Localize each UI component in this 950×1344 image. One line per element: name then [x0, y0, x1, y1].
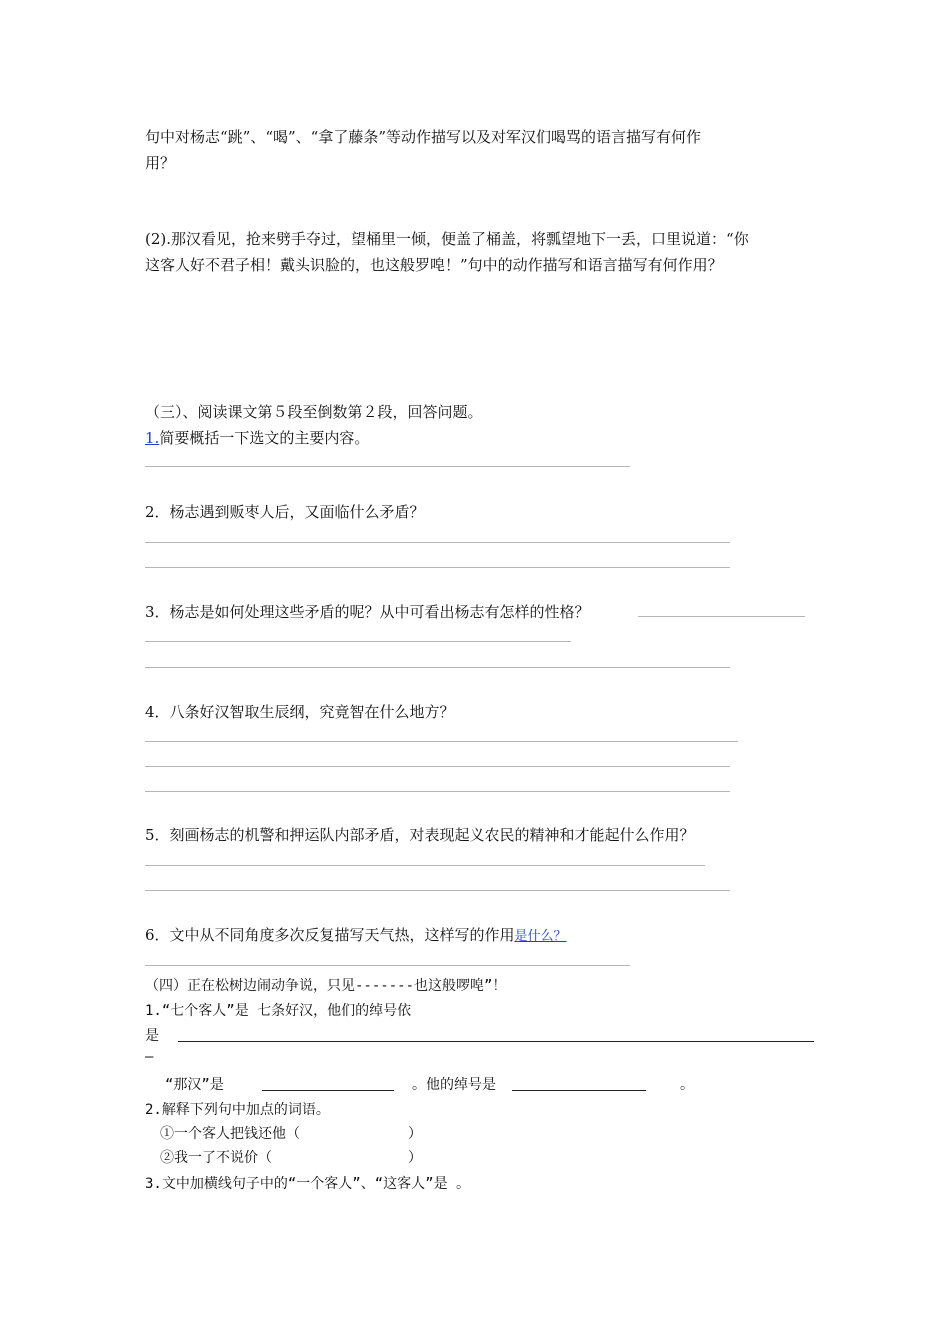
section-3-q4: 4．八条好汉智取生辰纲，究竟智在什么地方？ [145, 703, 455, 721]
answer-line[interactable] [145, 641, 571, 642]
section-4-q2-item-1 [160, 1123, 300, 1143]
answer-line[interactable] [145, 766, 730, 767]
section-4-q1-dash: — [145, 1049, 154, 1065]
q6-link[interactable]: 是什么？ [514, 929, 567, 944]
answer-line[interactable] [145, 667, 730, 668]
item-number: ① [160, 1126, 174, 1142]
answer-blank[interactable] [512, 1090, 646, 1091]
answer-line-inline[interactable] [638, 616, 805, 617]
item-text: 我一了不说价（ [174, 1150, 272, 1166]
section-3-q5: 5．刻画杨志的机警和押运队内部矛盾，对表现起义农民的精神和才能起什么作用？ [145, 826, 695, 844]
period: 。 [680, 1077, 694, 1093]
section-4-q2-item-2 [160, 1147, 272, 1167]
answer-line[interactable] [145, 567, 730, 568]
item-number: ② [160, 1150, 174, 1166]
section-3-q1 [145, 427, 369, 448]
section-4-q3: 3.文中加横线句子中的“一个客人”、“这客人”是 。 [145, 1176, 470, 1192]
nahan-label: “那汉”是 [165, 1077, 224, 1093]
answer-blank[interactable] [178, 1041, 814, 1042]
section-4-q1-is: 是 [145, 1028, 159, 1044]
question-1-line-2: 用？ [145, 154, 176, 172]
section-3-q2: 2．杨志遇到贩枣人后，又面临什么矛盾？ [145, 503, 425, 521]
answer-line[interactable] [145, 890, 730, 891]
section-3-q3: 3．杨志是如何处理这些矛盾的呢？从中可看出杨志有怎样的性格？ [145, 603, 590, 621]
section-4-heading: （四）正在松树边闹动争说，只见-------也这般啰唣”！ [145, 978, 507, 994]
section-3-heading: （三）、阅读课文第５段至倒数第２段，回答问题。 [145, 403, 483, 421]
q6-text: 6．文中从不同角度多次反复描写天气热，这样写的作用 [145, 926, 515, 944]
q1-number-link[interactable]: 1. [145, 429, 160, 447]
answer-line[interactable] [145, 741, 738, 742]
answer-line[interactable] [145, 865, 705, 866]
question-2-line-2: 这客人好不君子相！戴头识脸的，也这般罗唣！”句中的动作描写和语言描写有何作用？ [145, 256, 723, 274]
section-4-q1-line-1: 1.“七个客人”是 七条好汉，他们的绰号依 [145, 1003, 412, 1019]
answer-line[interactable] [145, 965, 630, 966]
answer-line[interactable] [145, 542, 730, 543]
item-text: 一个客人把钱还他（ [174, 1126, 300, 1142]
nickname-label: 。他的绰号是 [412, 1077, 496, 1093]
answer-line[interactable] [145, 466, 630, 467]
section-4-q2-title: 2.解释下列句中加点的词语。 [145, 1102, 330, 1118]
close-paren: ） [408, 1150, 422, 1166]
close-paren: ） [408, 1126, 422, 1142]
answer-blank[interactable] [262, 1090, 394, 1091]
section-3-q6 [145, 924, 567, 945]
q1-text: 简要概括一下选文的主要内容。 [159, 429, 370, 447]
question-2-line-1: (2).那汉看见，抢来劈手夺过，望桶里一倾，便盖了桶盖，将瓢望地下一丢，口里说道：“你 [145, 230, 749, 248]
question-1-line-1: 句中对杨志“跳”、“喝”、“拿了藤条”等动作描写以及对军汉们喝骂的语言描写有何作 [145, 128, 702, 146]
answer-line[interactable] [145, 791, 730, 792]
